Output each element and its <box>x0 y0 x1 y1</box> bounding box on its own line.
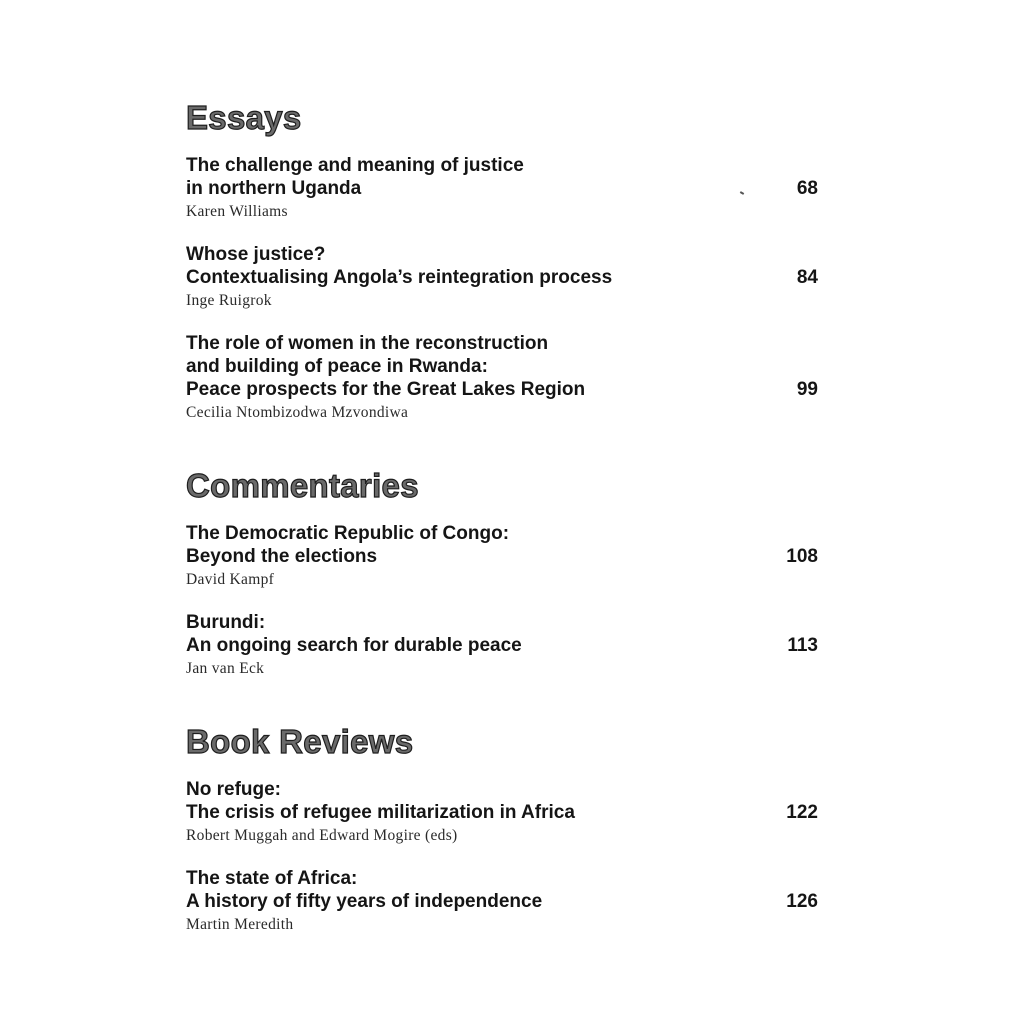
entry-title-line: The role of women in the reconstruction <box>186 333 549 354</box>
entry-title-line: The challenge and meaning of justice <box>186 155 524 176</box>
entry-title <box>186 332 746 401</box>
entry-author: Jan van Eck <box>186 660 265 677</box>
section-heading: Book Reviews <box>186 723 414 760</box>
toc-entry[interactable] <box>186 611 826 679</box>
entry-title-line: Beyond the elections <box>186 546 378 567</box>
toc-entry[interactable] <box>186 243 826 311</box>
entry-page-number: 122 <box>786 802 818 823</box>
entry-author: David Kampf <box>186 571 275 588</box>
entry-title-line: An ongoing search for durable peace <box>186 635 522 656</box>
section-essays <box>186 100 826 423</box>
entry-author: Martin Meredith <box>186 916 294 933</box>
section-heading: Commentaries <box>186 467 419 504</box>
toc-entry[interactable] <box>186 778 826 846</box>
entry-page-number: 99 <box>796 379 818 400</box>
entry-title-line: A history of fifty years of independence <box>186 891 543 912</box>
entry-title <box>186 867 746 913</box>
entry-page-number: 108 <box>786 546 818 567</box>
section-heading: Essays <box>186 99 302 136</box>
entry-author: Cecilia Ntombizodwa Mzvondiwa <box>186 404 409 421</box>
toc-entry[interactable] <box>186 522 826 590</box>
entry-title <box>186 154 746 200</box>
entry-page-number: 84 <box>796 267 818 288</box>
entry-title-line: Contextualising Angola’s reintegration process <box>186 267 613 288</box>
entry-title-line: Whose justice? <box>186 244 326 265</box>
entry-page-number: 113 <box>787 635 818 656</box>
entry-author: Robert Muggah and Edward Mogire (eds) <box>186 827 458 844</box>
entry-title-line: No refuge: <box>186 779 281 800</box>
toc-entry[interactable] <box>186 154 826 222</box>
toc-entry[interactable] <box>186 867 826 935</box>
entry-page-number: 68 <box>796 178 818 199</box>
entry-title-line: Peace prospects for the Great Lakes Region <box>186 379 586 400</box>
entry-title-line: in northern Uganda <box>186 178 362 199</box>
toc-entry[interactable] <box>186 332 826 423</box>
entry-title <box>186 243 746 289</box>
entry-title <box>186 778 746 824</box>
entry-author: Inge Ruigrok <box>186 292 272 309</box>
entry-title-line: The crisis of refugee militarization in Africa <box>186 802 575 823</box>
entry-title-line: The state of Africa: <box>186 868 358 889</box>
entry-title-line: and building of peace in Rwanda: <box>186 356 488 377</box>
section-book-reviews <box>186 724 826 935</box>
entry-page-number: 126 <box>786 891 818 912</box>
entry-title-line: Burundi: <box>186 612 266 633</box>
entry-title <box>186 611 746 657</box>
section-commentaries <box>186 468 826 679</box>
entry-author: Karen Williams <box>186 203 288 220</box>
entry-title <box>186 522 746 568</box>
entry-title-line: The Democratic Republic of Congo: <box>186 523 510 544</box>
